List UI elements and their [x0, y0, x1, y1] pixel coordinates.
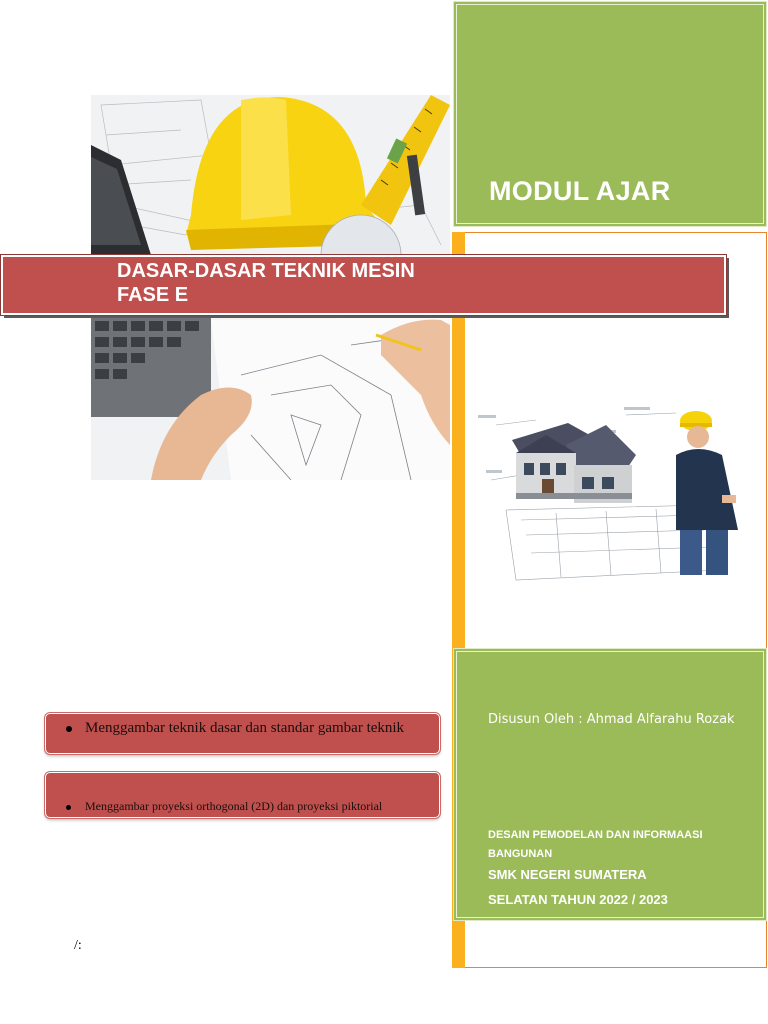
- subject-title: DASAR-DASAR TEKNIK MESIN: [117, 260, 415, 282]
- department-name: DESAIN PEMODELAN DAN INFORMAASI BANGUNAN: [488, 829, 703, 860]
- module-title: MODUL AJAR: [489, 176, 671, 206]
- school-year: SMK NEGERI SUMATERA SELATAN TAHUN 2022 / 2023: [488, 867, 668, 907]
- banner-title: [117, 259, 415, 307]
- author-credit: Disusun Oleh : Ahmad Alfarahu Rozak: [488, 712, 735, 727]
- house-engineer-illustration: [476, 385, 756, 585]
- bullet-icon: [66, 805, 71, 810]
- phase-label: FASE E: [117, 284, 189, 306]
- stray-mark: /:: [74, 938, 82, 953]
- bullet-icon: [66, 726, 72, 732]
- learning-goal-2: Menggambar proyeksi orthogonal (2D) dan proyeksi piktorial: [66, 799, 382, 814]
- learning-goal-1: Menggambar teknik dasar dan standar gambar teknik: [66, 720, 404, 737]
